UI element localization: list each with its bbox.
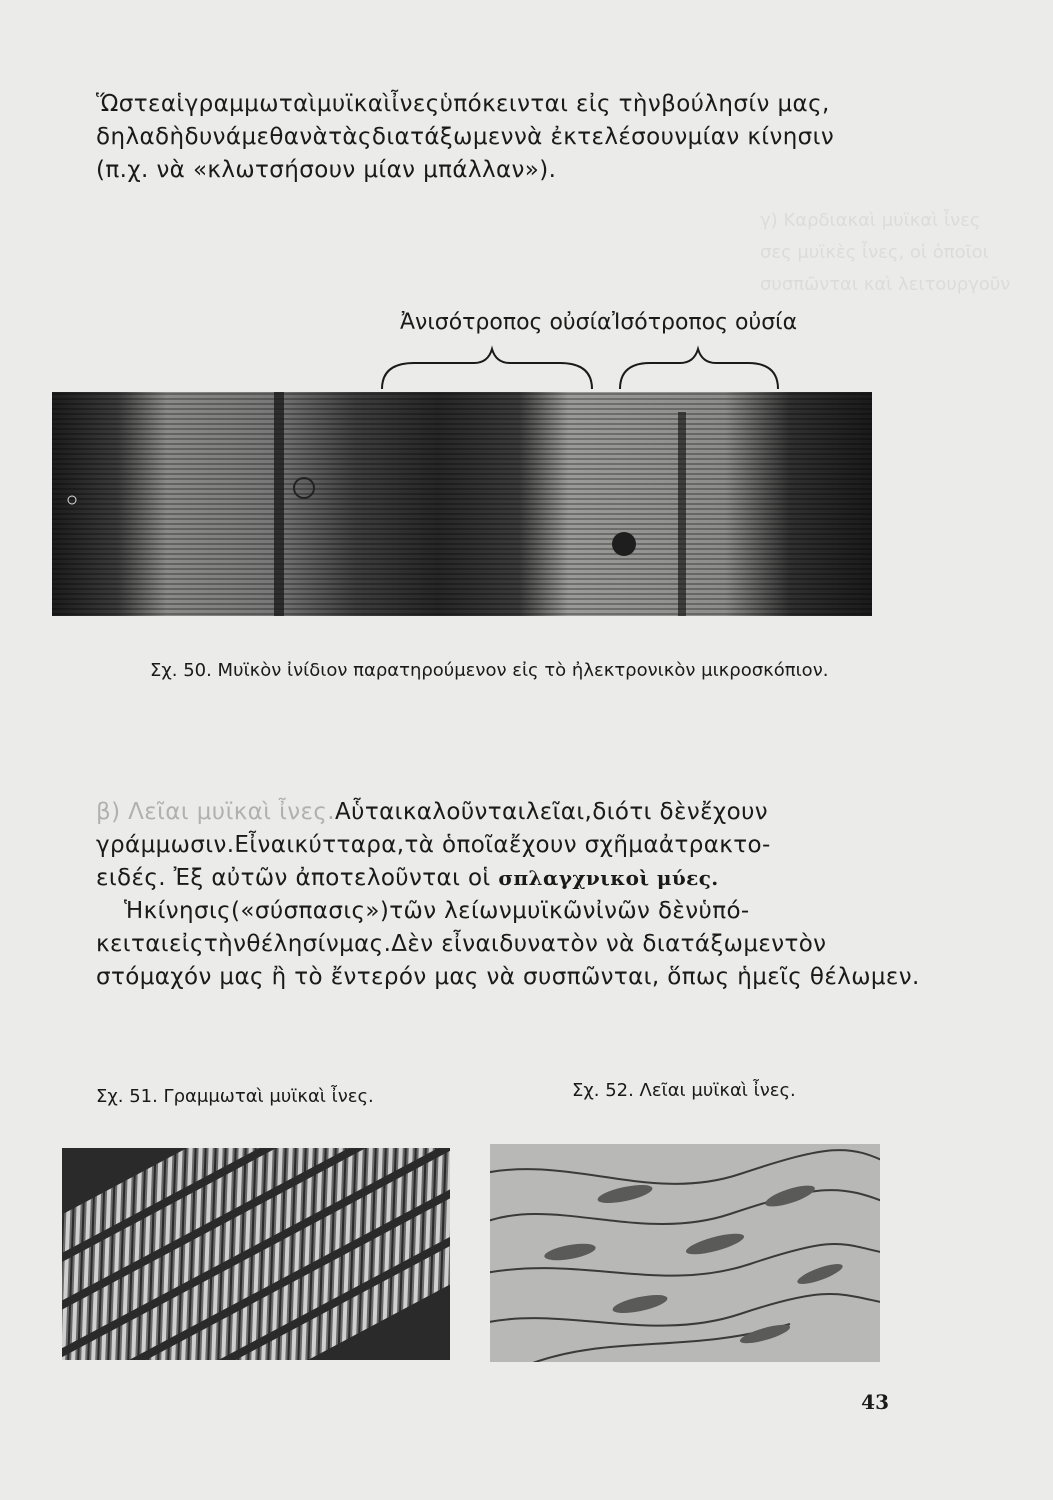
paragraph-smooth-muscle (96, 796, 920, 994)
page-number: 43 (861, 1390, 889, 1414)
isotropic-label: Ἰσότροπος οὐσία (612, 310, 798, 335)
figure-50-braces (370, 345, 790, 393)
figure-51-caption: Σχ. 51. Γραμμωταὶ μυϊκαὶ ἶνες. (96, 1086, 374, 1107)
text-line: κειταιεἰςτὴνθέλησίνμας.Δὲν εἶναιδυνατὸν νὰ διατάξωμεντὸν (96, 931, 827, 957)
figure-50-caption: Σχ. 50. Μυϊκὸν ἰνίδιον παρατηρούμενον εἰς τὸ ἠλεκτρονικὸν μικροσκόπιον. (150, 660, 829, 681)
section-heading-smooth: β) Λεῖαι μυϊκαὶ ἶνες. (96, 799, 335, 825)
text-line: Ὥστεαἱγραμμωταὶμυϊκαὶἶνεςὑπόκεινται εἰς τὴνβούλησίν μας, (96, 91, 830, 117)
muscle-fibril-micrograph (52, 392, 872, 616)
figure-52-caption: Σχ. 52. Λεῖαι μυϊκαὶ ἶνες. (572, 1080, 796, 1101)
text-line: γράμμωσιν.Εἶναικύτταρα,τὰ ὁποῖαἔχουν σχῆμαἀτρακτο- (96, 832, 771, 858)
striated-muscle-micrograph (62, 1148, 450, 1360)
emphasis-visceral-muscles: σπλαγχνικοὶ μύες. (498, 866, 719, 890)
bleed-through: γ) Καρδιακαὶ μυϊκαὶ ἶνες σες μυϊκὲς ἶνες, οἱ ὁποῖοι συσπῶνται καὶ λειτουργοῦν (760, 210, 1011, 295)
text-line: β) Λεῖαι μυϊκαὶ ἶνες.Αὗταικαλοῦνταιλεῖαι,διότι δὲνἔχουν (96, 799, 769, 825)
text-line: ειδές. Ἐξ αὐτῶν ἀποτελοῦνται οἱ σπλαγχνικοὶ μύες. (96, 865, 719, 891)
text-line: δηλαδὴδυνάμεθανὰτὰςδιατάξωμεννὰ ἐκτελέσουνμίαν κίνησιν (96, 124, 835, 150)
smooth-muscle-micrograph (490, 1144, 880, 1362)
text-line: στόμαχόν μας ἢ τὸ ἔντερόν μας νὰ συσπῶνται, ὅπως ἡμεῖς θέλωμεν. (96, 964, 920, 990)
text-line: (π.χ. νὰ «κλωτσήσουν μίαν μπάλλαν»). (96, 157, 557, 183)
anisotropic-label: Ἀνισότροπος οὐσία (400, 310, 612, 335)
text-line: Ἡκίνησις(«σύσπασις»)τῶν λείωνμυϊκῶνἰνῶν δὲνὑπό- (124, 898, 750, 924)
paragraph-intro (96, 88, 906, 187)
